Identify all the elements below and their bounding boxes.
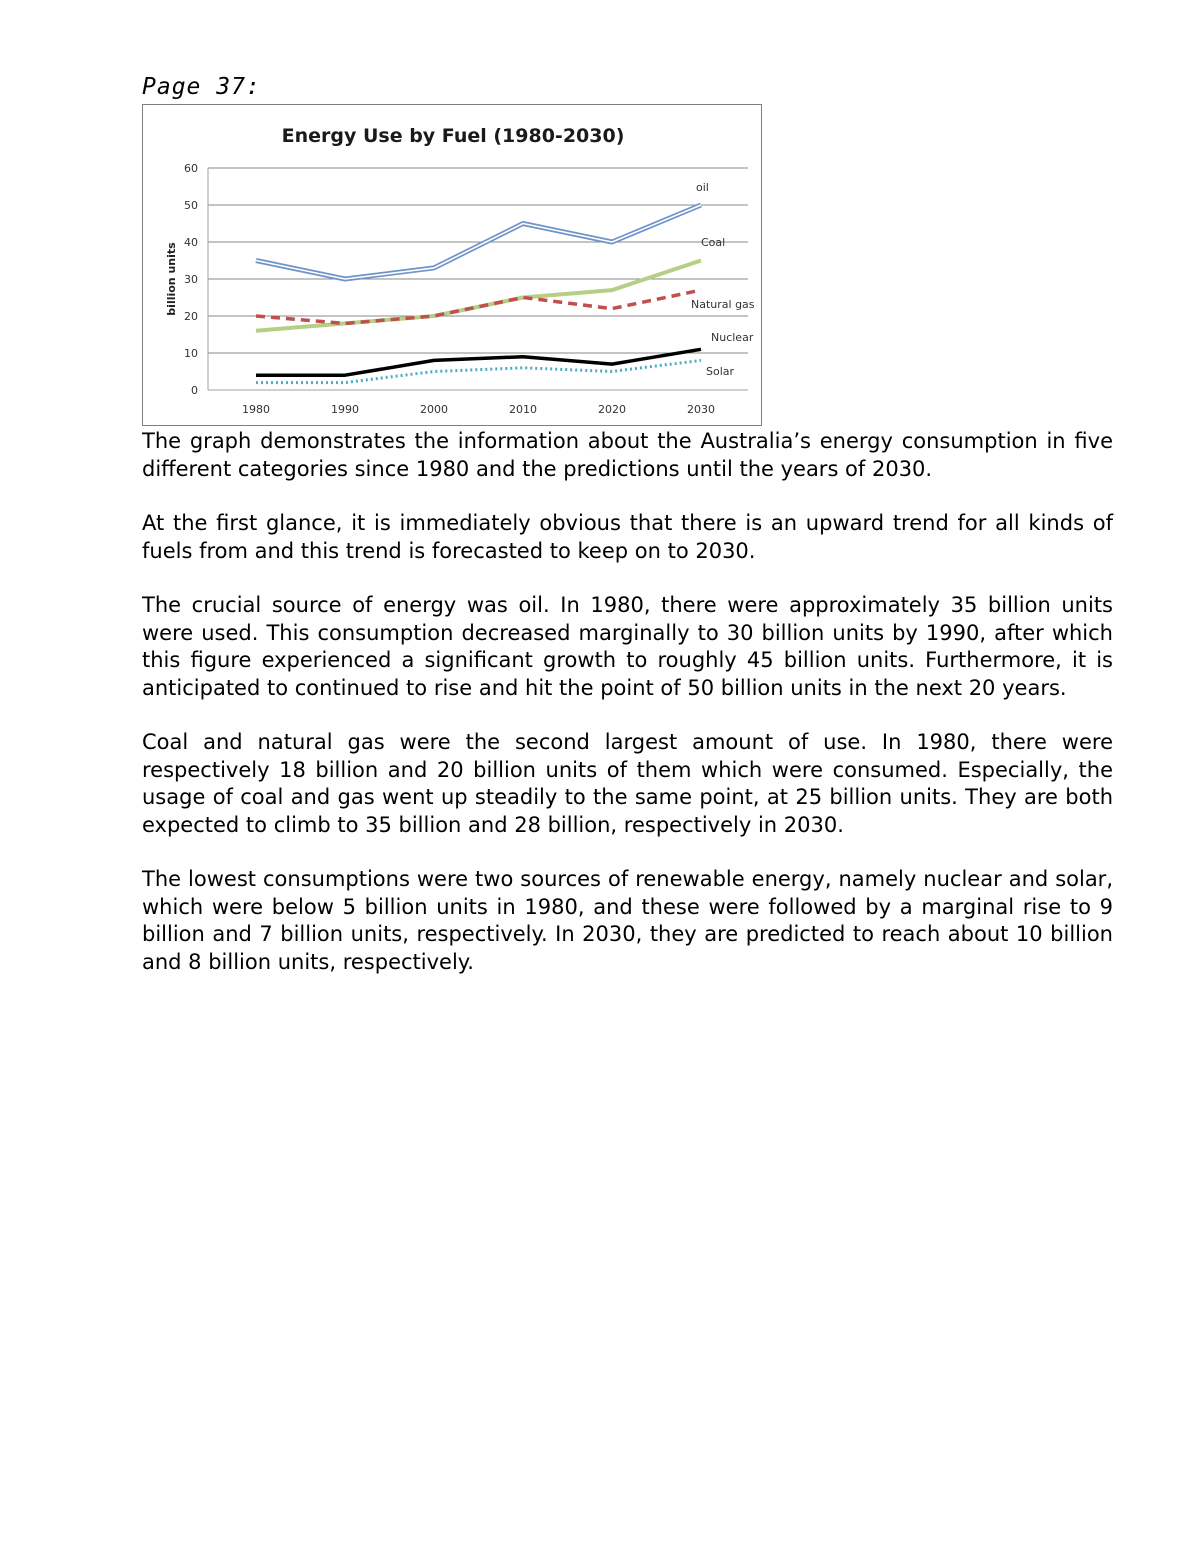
paragraph-intro: The graph demonstrates the information about the Australia’s energy consumption in five different categories since 1980 and the predictions until the years of 2030.	[142, 429, 1113, 481]
paragraph-renewables: The lowest consumptions were two sources of renewable energy, namely nuclear and solar, which were below 5 billion units in 1980, and these were followed by a marginal rise to 9 billion and 7 billion units, respectively. In 2030, they are predicted to reach about 10 billion and 8 billion units, respectively.	[142, 867, 1113, 974]
chart-title: Energy Use by Fuel (1980-2030)	[281, 125, 625, 147]
series-label-nuclear: Nuclear	[711, 331, 754, 344]
series-label-natural-gas: Natural gas	[691, 298, 755, 311]
series-line-solar	[256, 360, 701, 382]
y-tick-label: 30	[184, 273, 198, 286]
x-tick-label: 1990	[331, 403, 359, 416]
x-tick-label: 2020	[598, 403, 626, 416]
paragraph-overview: At the first glance, it is immediately obvious that there is an upward trend for all kinds of fuels from and this trend is forecasted to keep on to 2030.	[142, 511, 1113, 563]
y-tick-label: 20	[184, 310, 198, 323]
y-tick-label: 40	[184, 236, 198, 249]
energy-chart	[142, 104, 762, 426]
x-tick-label: 2000	[420, 403, 448, 416]
series-label-coal: Coal	[701, 236, 726, 249]
y-tick-label: 50	[184, 199, 198, 212]
x-tick-label: 2010	[509, 403, 537, 416]
chart-canvas	[143, 105, 763, 427]
paragraph-coal-gas: Coal and natural gas were the second largest amount of use. In 1980, there were respectively 18 billion and 20 billion units of them which were consumed. Especially, the usage of coal and gas went up steadily to the same point, at 25 billion units. They are both expected to climb to 35 billion and 28 billion, respectively in 2030.	[142, 730, 1113, 837]
x-tick-label: 2030	[687, 403, 715, 416]
series-label-solar: Solar	[706, 365, 735, 378]
paragraph-oil: The crucial source of energy was oil. In 1980, there were approximately 35 billion units were used. This consumption decreased marginally to 30 billion units by 1990, after which this figure experienced a significant growth to roughly 45 billion units. Furthermore, it is anticipated to continued to rise and hit the point of 50 billion units in the next 20 years.	[142, 593, 1113, 700]
y-tick-label: 60	[184, 162, 198, 175]
body-text	[142, 428, 1113, 1003]
y-tick-label: 10	[184, 347, 198, 360]
page-heading: Page 37:	[142, 74, 261, 100]
x-tick-label: 1980	[242, 403, 270, 416]
y-axis-label: billion units	[165, 242, 178, 316]
series-label-oil: oil	[696, 181, 709, 194]
y-tick-label: 0	[191, 384, 198, 397]
